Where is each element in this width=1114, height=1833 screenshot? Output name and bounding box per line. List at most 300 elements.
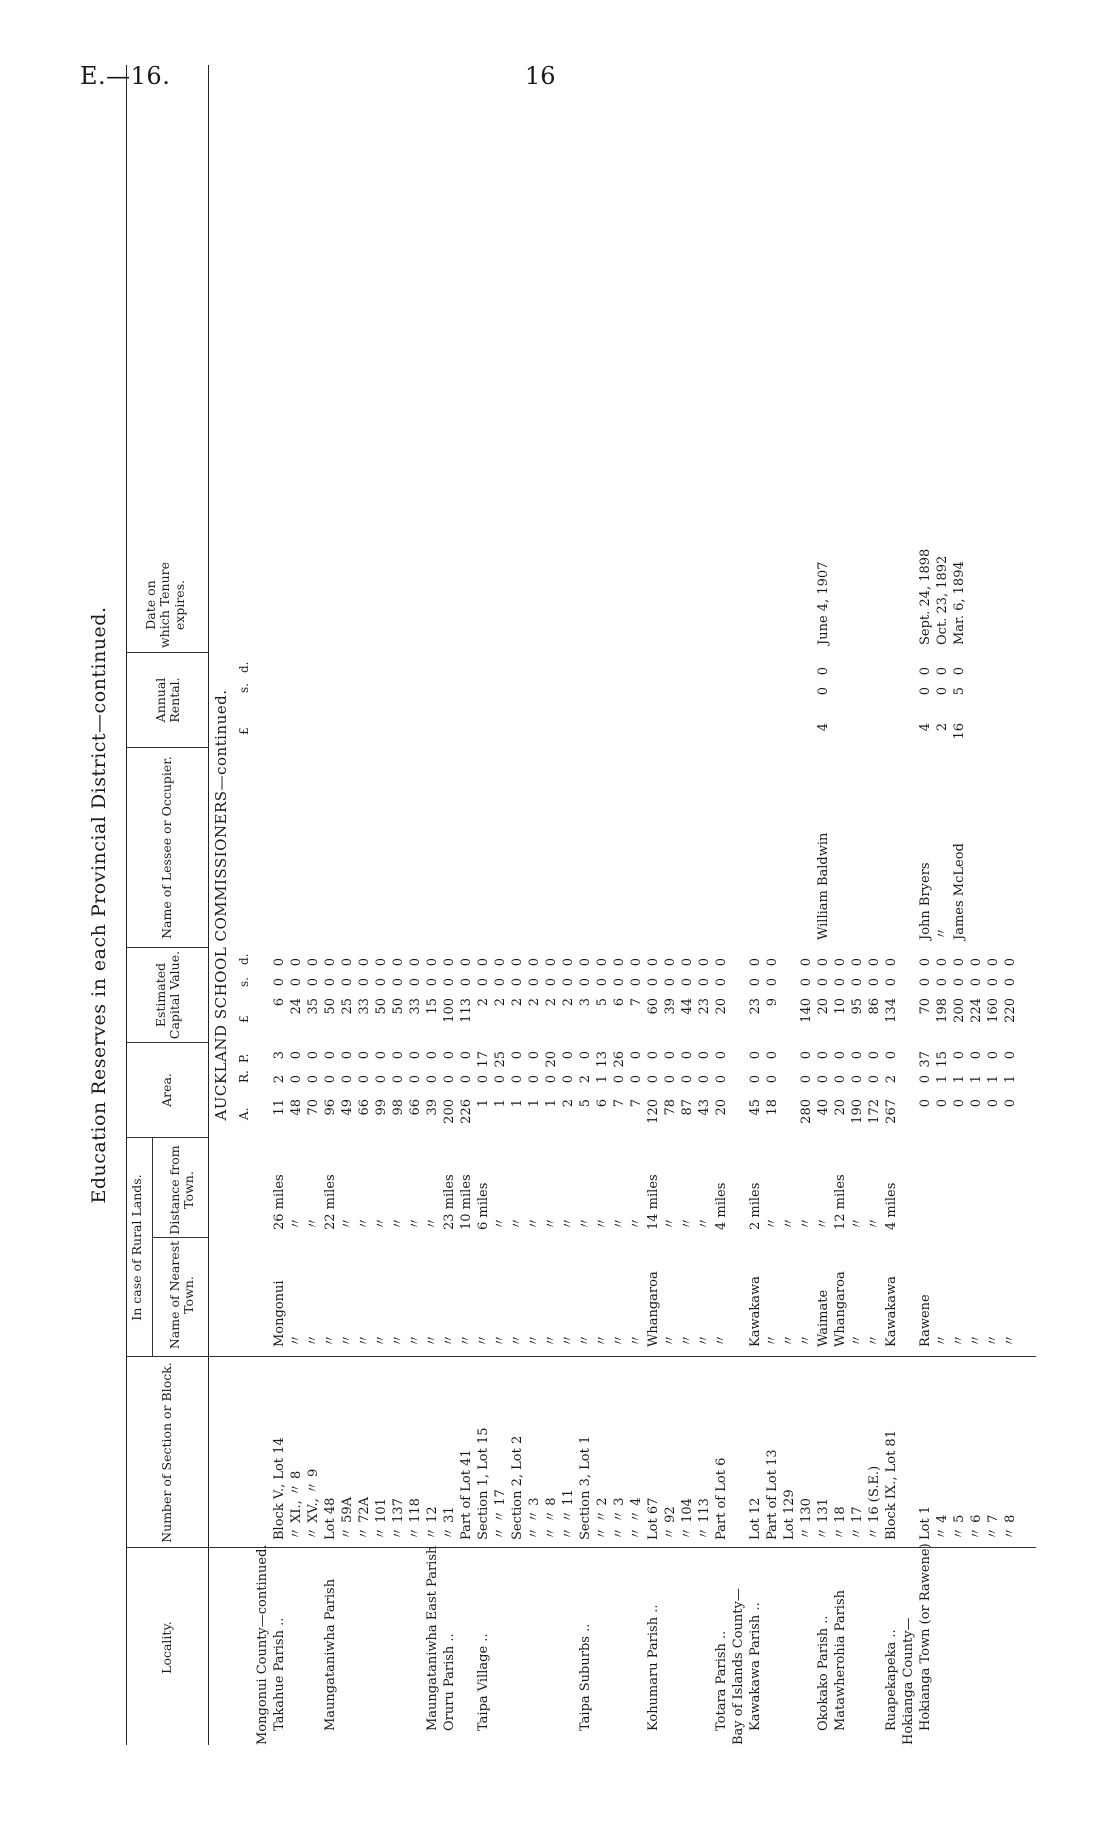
area-roods-cell: 0: [918, 1075, 933, 1084]
area-unit-acres: A.: [237, 1107, 251, 1120]
value-pence-cell: 0: [561, 958, 576, 967]
area-perches-cell: 0: [884, 1051, 899, 1060]
section-cell: 〃 31: [442, 1506, 457, 1540]
rental-pence-cell: 0: [918, 667, 933, 676]
section-cell: Part of Lot 6: [714, 1457, 729, 1540]
town-cell: 〃: [561, 1333, 576, 1347]
town-cell: 〃: [612, 1333, 627, 1347]
rental-unit-pounds: £: [237, 727, 251, 735]
column-rule: [126, 1356, 1036, 1357]
area-perches-cell: 0: [340, 1051, 355, 1060]
locality-cell: Taipa Suburbs ..: [578, 1623, 593, 1731]
locality-cell: Oruru Parish ..: [442, 1633, 457, 1731]
area-perches-cell: 0: [969, 1051, 984, 1060]
value-shillings-cell: 0: [374, 978, 389, 987]
area-perches-cell: 0: [748, 1051, 763, 1060]
header-tenure: Date on which Tenure expires.: [143, 562, 187, 649]
distance-cell: 4 miles: [884, 1182, 899, 1230]
header-section: Number of Section or Block.: [159, 1362, 174, 1543]
area-acres-cell: 0: [952, 1099, 967, 1108]
section-cell: 〃 〃 4: [629, 1497, 644, 1540]
town-cell: 〃: [969, 1333, 984, 1347]
distance-cell: 〃: [680, 1216, 695, 1230]
area-perches-cell: 0: [323, 1051, 338, 1060]
distance-cell: 〃: [697, 1216, 712, 1230]
value-shillings-cell: 0: [442, 978, 457, 987]
value-pounds-cell: 160: [986, 998, 1001, 1023]
header-rural: In case of Rural Lands.: [129, 1174, 144, 1321]
value-pence-cell: 0: [493, 958, 508, 967]
value-unit-shillings: s.: [237, 977, 251, 987]
header-bottom-rule: [208, 65, 209, 1745]
distance-cell: 10 miles: [459, 1174, 474, 1230]
section-cell: Part of Lot 13: [765, 1449, 780, 1540]
town-cell: 〃: [935, 1333, 950, 1347]
section-cell: 〃 6: [969, 1514, 984, 1540]
lessee-cell: James McLeod: [952, 843, 967, 940]
tenure-cell: Sept. 24, 1898: [918, 548, 933, 645]
value-shillings-cell: 0: [748, 978, 763, 987]
column-rule: [126, 1042, 208, 1043]
distance-cell: 〃: [816, 1216, 831, 1230]
area-acres-cell: 78: [663, 1099, 678, 1116]
value-pounds-cell: 140: [799, 998, 814, 1023]
section-cell: 〃 137: [391, 1498, 406, 1540]
tenure-cell: June 4, 1907: [816, 561, 831, 645]
area-roods-cell: 0: [561, 1075, 576, 1084]
area-perches-cell: 0: [459, 1051, 474, 1060]
value-shillings-cell: 0: [765, 978, 780, 987]
distance-cell: 〃: [493, 1216, 508, 1230]
value-pounds-cell: 9: [765, 998, 780, 1007]
value-pence-cell: 0: [578, 958, 593, 967]
value-pounds-cell: 2: [493, 998, 508, 1007]
value-pence-cell: 0: [612, 958, 627, 967]
area-acres-cell: 96: [323, 1099, 338, 1116]
area-perches-cell: 17: [476, 1051, 491, 1068]
value-shillings-cell: 0: [816, 978, 831, 987]
area-perches-cell: 0: [357, 1051, 372, 1060]
area-acres-cell: 48: [289, 1099, 304, 1116]
town-cell: 〃: [323, 1333, 338, 1347]
header-nearest-town: Name of Nearest Town.: [167, 1240, 197, 1350]
distance-cell: 〃: [340, 1216, 355, 1230]
value-pence-cell: 0: [867, 958, 882, 967]
town-cell: 〃: [986, 1333, 1001, 1347]
section-cell: Lot 12: [748, 1497, 763, 1540]
section-cell: Section 2, Lot 2: [510, 1435, 525, 1540]
lessee-cell: William Baldwin: [816, 832, 831, 940]
area-unit-perches: P.: [237, 1053, 251, 1063]
area-perches-cell: 0: [408, 1051, 423, 1060]
value-pounds-cell: 39: [663, 998, 678, 1015]
area-perches-cell: 0: [663, 1051, 678, 1060]
value-shillings-cell: 0: [850, 978, 865, 987]
distance-cell: 〃: [374, 1216, 389, 1230]
town-cell: 〃: [867, 1333, 882, 1347]
section-cell: 〃 5: [952, 1514, 967, 1540]
page-number: 16: [525, 62, 556, 90]
area-perches-cell: 20: [544, 1051, 559, 1068]
value-pounds-cell: 100: [442, 998, 457, 1023]
column-rule: [126, 947, 208, 948]
header-area: Area.: [159, 1073, 174, 1107]
value-shillings-cell: 0: [629, 978, 644, 987]
value-shillings-cell: 0: [697, 978, 712, 987]
locality-cell: Kawakawa Parish ..: [748, 1602, 763, 1731]
area-acres-cell: 39: [425, 1099, 440, 1116]
value-pence-cell: 0: [272, 958, 287, 967]
column-rule: [126, 1137, 208, 1138]
area-roods-cell: 1: [595, 1075, 610, 1084]
area-perches-cell: 0: [527, 1051, 542, 1060]
value-pence-cell: 0: [527, 958, 542, 967]
area-acres-cell: 98: [391, 1099, 406, 1116]
value-pence-cell: 0: [544, 958, 559, 967]
area-acres-cell: 40: [816, 1099, 831, 1116]
value-pounds-cell: 7: [629, 998, 644, 1007]
value-shillings-cell: 0: [391, 978, 406, 987]
town-cell: 〃: [697, 1333, 712, 1347]
distance-cell: 〃: [612, 1216, 627, 1230]
value-pounds-cell: 23: [748, 998, 763, 1015]
value-pence-cell: 0: [323, 958, 338, 967]
locality-cell: Bay of Islands County—: [731, 1588, 746, 1745]
distance-cell: 〃: [867, 1216, 882, 1230]
table-top-rule: [126, 65, 127, 1745]
value-pence-cell: 0: [340, 958, 355, 967]
area-acres-cell: 280: [799, 1099, 814, 1124]
rental-shillings-cell: 0: [816, 687, 831, 696]
area-acres-cell: 267: [884, 1099, 899, 1124]
header-distance: Distance from Town.: [167, 1145, 197, 1235]
value-pence-cell: 0: [833, 958, 848, 967]
value-pence-cell: 0: [510, 958, 525, 967]
value-pounds-cell: 60: [646, 998, 661, 1015]
area-acres-cell: 2: [561, 1099, 576, 1108]
value-pounds-cell: 86: [867, 998, 882, 1015]
town-cell: 〃: [493, 1333, 508, 1347]
section-cell: Lot 48: [323, 1497, 338, 1540]
distance-cell: 〃: [425, 1216, 440, 1230]
value-shillings-cell: 0: [612, 978, 627, 987]
distance-cell: 〃: [391, 1216, 406, 1230]
area-roods-cell: 0: [629, 1075, 644, 1084]
area-roods-cell: 0: [833, 1075, 848, 1084]
area-roods-cell: 0: [544, 1075, 559, 1084]
town-cell: 〃: [850, 1333, 865, 1347]
value-pounds-cell: 2: [510, 998, 525, 1007]
distance-cell: 22 miles: [323, 1174, 338, 1230]
column-rule: [126, 652, 208, 653]
value-pounds-cell: 33: [357, 998, 372, 1015]
distance-cell: 〃: [799, 1216, 814, 1230]
value-shillings-cell: 0: [561, 978, 576, 987]
value-pence-cell: 0: [969, 958, 984, 967]
area-acres-cell: 20: [833, 1099, 848, 1116]
value-shillings-cell: 0: [476, 978, 491, 987]
section-cell: 〃 XI., 〃 8: [289, 1470, 304, 1540]
value-pounds-cell: 6: [272, 998, 287, 1007]
area-acres-cell: 1: [510, 1099, 525, 1108]
section-cell: Block V., Lot 14: [272, 1437, 287, 1540]
value-pence-cell: 0: [357, 958, 372, 967]
section-cell: Lot 1: [918, 1505, 933, 1540]
area-perches-cell: 0: [391, 1051, 406, 1060]
value-unit-pence: d.: [237, 953, 251, 965]
area-unit-roods: R.: [237, 1070, 251, 1083]
value-pence-cell: 0: [1003, 958, 1018, 967]
value-shillings-cell: 0: [272, 978, 287, 987]
area-perches-cell: 0: [306, 1051, 321, 1060]
rental-pence-cell: 0: [816, 667, 831, 676]
area-roods-cell: 0: [374, 1075, 389, 1084]
distance-cell: 〃: [765, 1216, 780, 1230]
area-roods-cell: 0: [323, 1075, 338, 1084]
area-roods-cell: 0: [663, 1075, 678, 1084]
town-cell: Rawene: [918, 1294, 933, 1347]
value-shillings-cell: 0: [510, 978, 525, 987]
section-cell: 〃 8: [1003, 1514, 1018, 1540]
column-rule: [126, 747, 208, 748]
value-pounds-cell: 50: [374, 998, 389, 1015]
value-pence-cell: 0: [289, 958, 304, 967]
town-cell: 〃: [340, 1333, 355, 1347]
area-perches-cell: 0: [952, 1051, 967, 1060]
area-perches-cell: 0: [867, 1051, 882, 1060]
section-cell: 〃 〃 8: [544, 1497, 559, 1540]
section-heading: AUCKLAND SCHOOL COMMISSIONERS—continued.: [212, 689, 230, 1121]
area-perches-cell: 0: [850, 1051, 865, 1060]
header-rental: Annual Rental.: [153, 677, 183, 723]
town-cell: 〃: [357, 1333, 372, 1347]
area-acres-cell: 20: [714, 1099, 729, 1116]
area-perches-cell: 0: [697, 1051, 712, 1060]
town-cell: 〃: [595, 1333, 610, 1347]
locality-cell: Taipa Village ..: [476, 1633, 491, 1731]
value-shillings-cell: 0: [918, 978, 933, 987]
value-pounds-cell: 198: [935, 998, 950, 1023]
value-shillings-cell: 0: [595, 978, 610, 987]
town-cell: Whangaroa: [833, 1271, 848, 1347]
area-perches-cell: 0: [765, 1051, 780, 1060]
area-acres-cell: 5: [578, 1099, 593, 1108]
locality-cell: Matawherohia Parish: [833, 1589, 848, 1731]
locality-cell: Hokianga Town (or Rawene): [918, 1543, 933, 1731]
section-cell: 〃 7: [986, 1514, 1001, 1540]
lessee-cell: John Bryers: [918, 862, 933, 940]
section-cell: 〃 118: [408, 1498, 423, 1540]
area-acres-cell: 120: [646, 1099, 661, 1124]
value-pounds-cell: 50: [391, 998, 406, 1015]
town-cell: 〃: [306, 1333, 321, 1347]
value-shillings-cell: 0: [459, 978, 474, 987]
area-perches-cell: 0: [289, 1051, 304, 1060]
town-cell: Kawakawa: [884, 1276, 899, 1347]
area-perches-cell: 0: [714, 1051, 729, 1060]
distance-cell: 12 miles: [833, 1174, 848, 1230]
value-pounds-cell: 2: [561, 998, 576, 1007]
town-cell: 〃: [425, 1333, 440, 1347]
locality-cell: Ruapekapeka ..: [884, 1629, 899, 1731]
area-acres-cell: 1: [476, 1099, 491, 1108]
area-acres-cell: 190: [850, 1099, 865, 1124]
area-acres-cell: 66: [408, 1099, 423, 1116]
value-pence-cell: 0: [850, 958, 865, 967]
area-acres-cell: 0: [986, 1099, 1001, 1108]
area-perches-cell: 26: [612, 1051, 627, 1068]
town-cell: 〃: [765, 1333, 780, 1347]
rental-pence-cell: 0: [935, 667, 950, 676]
area-roods-cell: 0: [306, 1075, 321, 1084]
table-title: Education Reserves in each Provincial District—continued.: [88, 606, 110, 1204]
value-shillings-cell: 0: [544, 978, 559, 987]
town-cell: 〃: [289, 1333, 304, 1347]
value-pounds-cell: 25: [340, 998, 355, 1015]
area-acres-cell: 7: [629, 1099, 644, 1108]
area-acres-cell: 18: [765, 1099, 780, 1116]
value-pence-cell: 0: [986, 958, 1001, 967]
value-pence-cell: 0: [629, 958, 644, 967]
value-pence-cell: 0: [935, 958, 950, 967]
area-roods-cell: 0: [697, 1075, 712, 1084]
section-cell: 〃 〃 11: [561, 1489, 576, 1540]
locality-cell: Kohumaru Parish ..: [646, 1604, 661, 1731]
value-shillings-cell: 0: [969, 978, 984, 987]
town-cell: 〃: [374, 1333, 389, 1347]
distance-cell: 〃: [306, 1216, 321, 1230]
rental-pounds-cell: 4: [816, 723, 831, 732]
distance-cell: 〃: [595, 1216, 610, 1230]
area-perches-cell: 0: [374, 1051, 389, 1060]
distance-cell: 23 miles: [442, 1174, 457, 1230]
area-acres-cell: 172: [867, 1099, 882, 1124]
value-pence-cell: 0: [952, 958, 967, 967]
area-roods-cell: 0: [765, 1075, 780, 1084]
area-acres-cell: 0: [1003, 1099, 1018, 1108]
tenure-cell: Mar. 6, 1894: [952, 561, 967, 645]
area-acres-cell: 226: [459, 1099, 474, 1124]
section-cell: 〃 〃 17: [493, 1489, 508, 1540]
locality-cell: Mongonui County—continued.: [255, 1544, 270, 1745]
value-pounds-cell: 134: [884, 998, 899, 1023]
value-pounds-cell: 95: [850, 998, 865, 1015]
value-pounds-cell: 44: [680, 998, 695, 1015]
locality-cell: Maungataniwha East Parish: [425, 1545, 440, 1731]
value-pence-cell: 0: [765, 958, 780, 967]
locality-cell: Maungataniwha Parish: [323, 1578, 338, 1731]
rental-pounds-cell: 16: [952, 723, 967, 740]
education-reserves-table: [90, 65, 1050, 1745]
value-shillings-cell: 0: [578, 978, 593, 987]
value-pence-cell: 0: [408, 958, 423, 967]
value-shillings-cell: 0: [408, 978, 423, 987]
value-pounds-cell: 220: [1003, 998, 1018, 1023]
town-cell: 〃: [391, 1333, 406, 1347]
value-pounds-cell: 224: [969, 998, 984, 1023]
area-roods-cell: 0: [425, 1075, 440, 1084]
town-cell: Mongonui: [272, 1280, 287, 1347]
town-cell: 〃: [663, 1333, 678, 1347]
area-perches-cell: 3: [272, 1051, 287, 1060]
town-cell: 〃: [1003, 1333, 1018, 1347]
area-acres-cell: 0: [969, 1099, 984, 1108]
section-cell: 〃 4: [935, 1514, 950, 1540]
area-acres-cell: 0: [918, 1099, 933, 1108]
section-cell: 〃 16 (S.E.): [867, 1465, 882, 1540]
area-perches-cell: 15: [935, 1051, 950, 1068]
area-roods-cell: 0: [408, 1075, 423, 1084]
area-perches-cell: 0: [1003, 1051, 1018, 1060]
section-cell: 〃 〃 2: [595, 1497, 610, 1540]
area-acres-cell: 45: [748, 1099, 763, 1116]
value-pounds-cell: 20: [714, 998, 729, 1015]
column-rule: [152, 1237, 208, 1238]
town-cell: 〃: [527, 1333, 542, 1347]
area-roods-cell: 1: [952, 1075, 967, 1084]
town-cell: 〃: [476, 1333, 491, 1347]
value-shillings-cell: 0: [714, 978, 729, 987]
value-pence-cell: 0: [748, 958, 763, 967]
value-pence-cell: 0: [918, 958, 933, 967]
town-cell: 〃: [714, 1333, 729, 1347]
area-roods-cell: 0: [680, 1075, 695, 1084]
area-roods-cell: 2: [272, 1075, 287, 1084]
section-cell: Part of Lot 41: [459, 1449, 474, 1540]
value-pence-cell: 0: [714, 958, 729, 967]
locality-cell: Hokianga County—: [901, 1617, 916, 1745]
value-pounds-cell: 20: [816, 998, 831, 1015]
value-pounds-cell: 5: [595, 998, 610, 1007]
area-roods-cell: 0: [493, 1075, 508, 1084]
value-pounds-cell: 3: [578, 998, 593, 1007]
section-cell: Section 1, Lot 15: [476, 1427, 491, 1540]
town-cell: 〃: [578, 1333, 593, 1347]
value-shillings-cell: 0: [527, 978, 542, 987]
area-perches-cell: 13: [595, 1051, 610, 1068]
area-acres-cell: 0: [935, 1099, 950, 1108]
value-shillings-cell: 0: [425, 978, 440, 987]
area-roods-cell: 0: [476, 1075, 491, 1084]
value-shillings-cell: 0: [952, 978, 967, 987]
value-pence-cell: 0: [459, 958, 474, 967]
value-pence-cell: 0: [816, 958, 831, 967]
town-cell: Kawakawa: [748, 1276, 763, 1347]
rental-unit-shillings: s.: [237, 683, 251, 693]
area-acres-cell: 6: [595, 1099, 610, 1108]
area-roods-cell: 0: [340, 1075, 355, 1084]
town-cell: Whangaroa: [646, 1271, 661, 1347]
area-roods-cell: 2: [884, 1075, 899, 1084]
town-cell: 〃: [952, 1333, 967, 1347]
value-pounds-cell: 70: [918, 998, 933, 1015]
tenure-cell: Oct. 23, 1892: [935, 555, 950, 645]
rental-shillings-cell: 0: [935, 687, 950, 696]
area-perches-cell: 0: [816, 1051, 831, 1060]
distance-cell: 14 miles: [646, 1174, 661, 1230]
area-perches-cell: 0: [629, 1051, 644, 1060]
area-roods-cell: 1: [969, 1075, 984, 1084]
distance-cell: 〃: [408, 1216, 423, 1230]
value-shillings-cell: 0: [680, 978, 695, 987]
distance-cell: 〃: [289, 1216, 304, 1230]
distance-cell: 2 miles: [748, 1182, 763, 1230]
value-shillings-cell: 0: [867, 978, 882, 987]
area-acres-cell: 200: [442, 1099, 457, 1124]
value-shillings-cell: 0: [935, 978, 950, 987]
rental-pounds-cell: 4: [918, 723, 933, 732]
section-cell: 〃 104: [680, 1498, 695, 1540]
